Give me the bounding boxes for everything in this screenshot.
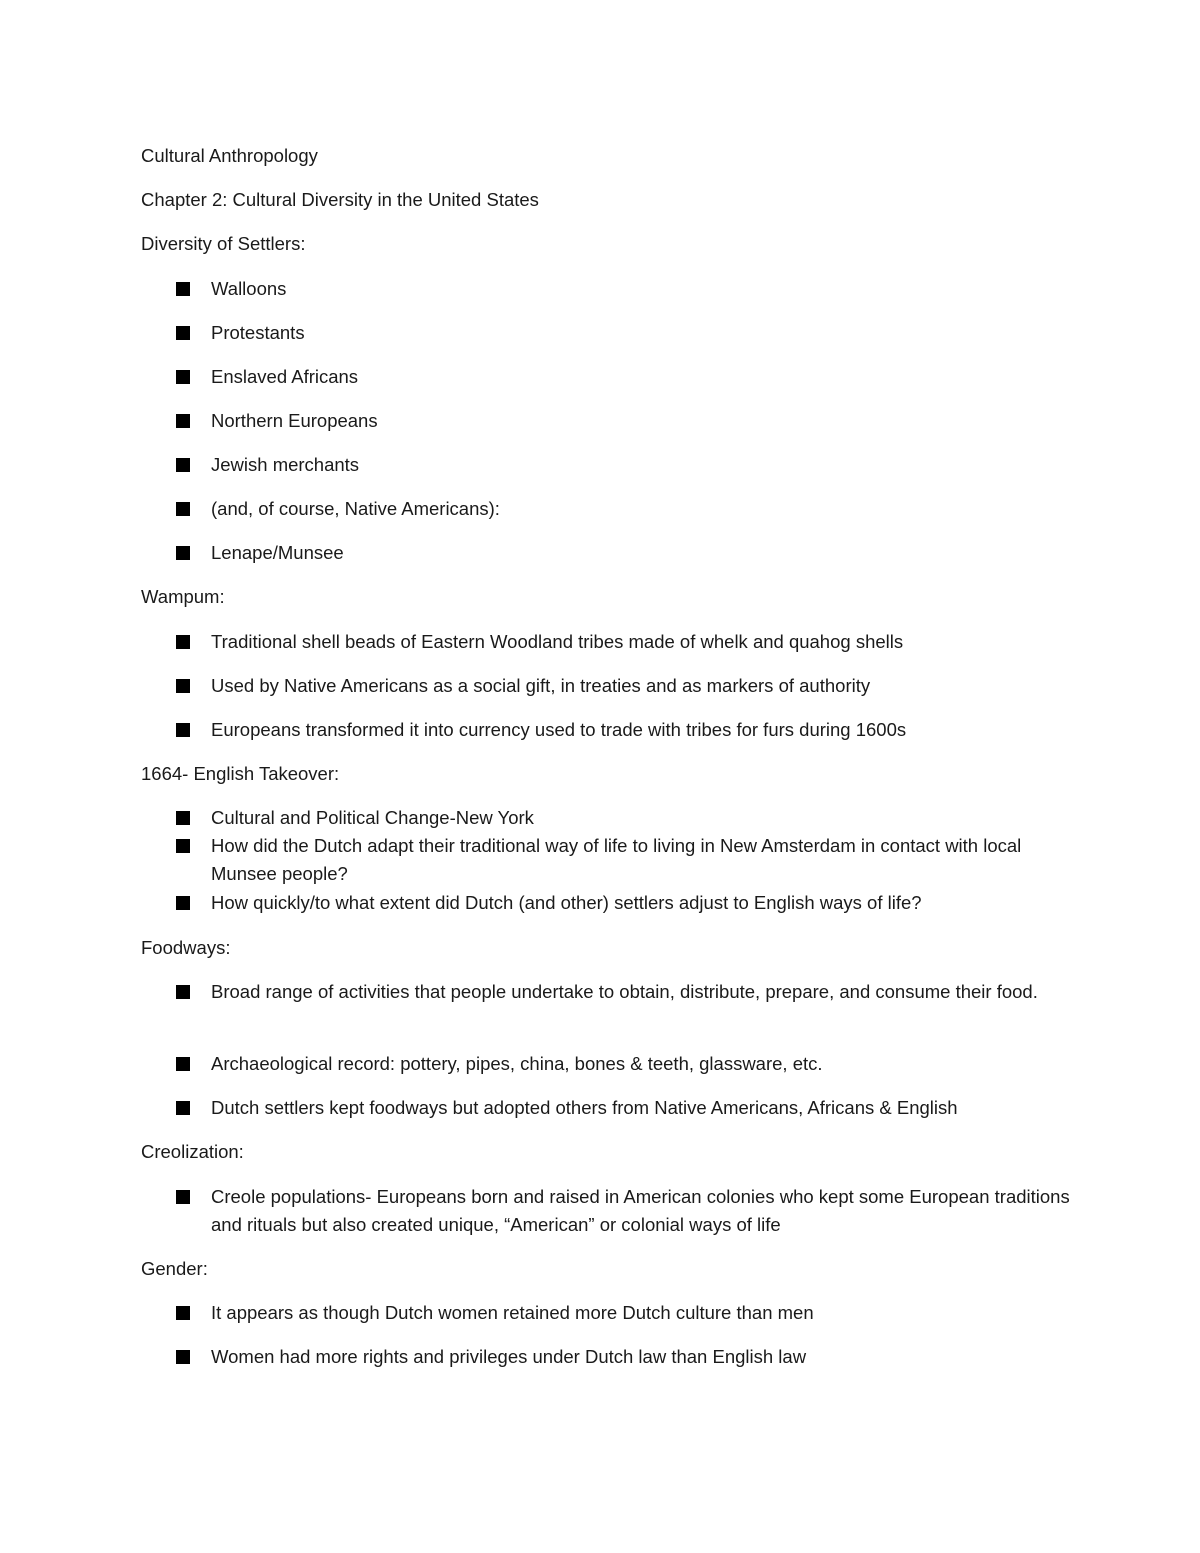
- list-item: Protestants: [211, 322, 305, 343]
- list-item: Jewish merchants: [211, 454, 360, 475]
- bullet-icon: [176, 723, 190, 737]
- list-item: Traditional shell beads of Eastern Woodland tribes made of whelk and quahog shells: [211, 631, 904, 652]
- bullet-icon: [176, 985, 190, 999]
- bullet-icon: [176, 811, 190, 825]
- bullet-icon: [176, 414, 190, 428]
- bullet-icon: [176, 679, 190, 693]
- bullet-icon: [176, 546, 190, 560]
- section-heading-creolization: Creolization:: [141, 1141, 244, 1162]
- list-item: Lenape/Munsee: [211, 542, 344, 563]
- bullet-icon: [176, 1190, 190, 1204]
- bullet-icon: [176, 635, 190, 649]
- section-heading-gender: Gender:: [141, 1258, 208, 1279]
- list-item: Northern Europeans: [211, 410, 378, 431]
- section-heading-wampum: Wampum:: [141, 586, 225, 607]
- bullet-icon: [176, 839, 190, 853]
- list-item: Europeans transformed it into currency used to trade with tribes for furs during 1600s: [211, 719, 907, 740]
- section-heading-foodways: Foodways:: [141, 937, 231, 958]
- list-item: Used by Native Americans as a social gift, in treaties and as markers of authority: [211, 675, 871, 696]
- bullet-icon: [176, 1350, 190, 1364]
- bullet-icon: [176, 370, 190, 384]
- list-item: How did the Dutch adapt their traditional way of life to living in New Amsterdam in contact with local Munsee people?: [211, 835, 1022, 884]
- chapter-title: Chapter 2: Cultural Diversity in the United States: [141, 189, 539, 210]
- list-item: Walloons: [211, 278, 287, 299]
- list-item: (and, of course, Native Americans):: [211, 498, 500, 519]
- bullet-icon: [176, 282, 190, 296]
- document-title: Cultural Anthropology: [141, 145, 318, 166]
- list-item: Creole populations- Europeans born and raised in American colonies who kept some European traditions and rituals but also created unique, “American” or colonial ways of life: [211, 1186, 1070, 1235]
- list-item: Dutch settlers kept foodways but adopted others from Native Americans, Africans & English: [211, 1097, 958, 1118]
- list-item: It appears as though Dutch women retained more Dutch culture than men: [211, 1302, 814, 1323]
- bullet-icon: [176, 502, 190, 516]
- bullet-icon: [176, 1306, 190, 1320]
- list-item: Women had more rights and privileges under Dutch law than English law: [211, 1346, 807, 1367]
- bullet-icon: [176, 326, 190, 340]
- list-item: Enslaved Africans: [211, 366, 359, 387]
- bullet-icon: [176, 1101, 190, 1115]
- section-heading-english-takeover: 1664- English Takeover:: [141, 763, 340, 784]
- list-item: Broad range of activities that people undertake to obtain, distribute, prepare, and consume their food.: [211, 981, 1038, 1002]
- list-item: How quickly/to what extent did Dutch (and other) settlers adjust to English ways of life?: [211, 892, 922, 913]
- bullet-icon: [176, 458, 190, 472]
- bullet-icon: [176, 1057, 190, 1071]
- bullet-icon: [176, 896, 190, 910]
- list-item: Cultural and Political Change-New York: [211, 807, 534, 828]
- list-item: Archaeological record: pottery, pipes, china, bones & teeth, glassware, etc.: [211, 1053, 823, 1074]
- section-heading-diversity-of-settlers: Diversity of Settlers:: [141, 233, 306, 254]
